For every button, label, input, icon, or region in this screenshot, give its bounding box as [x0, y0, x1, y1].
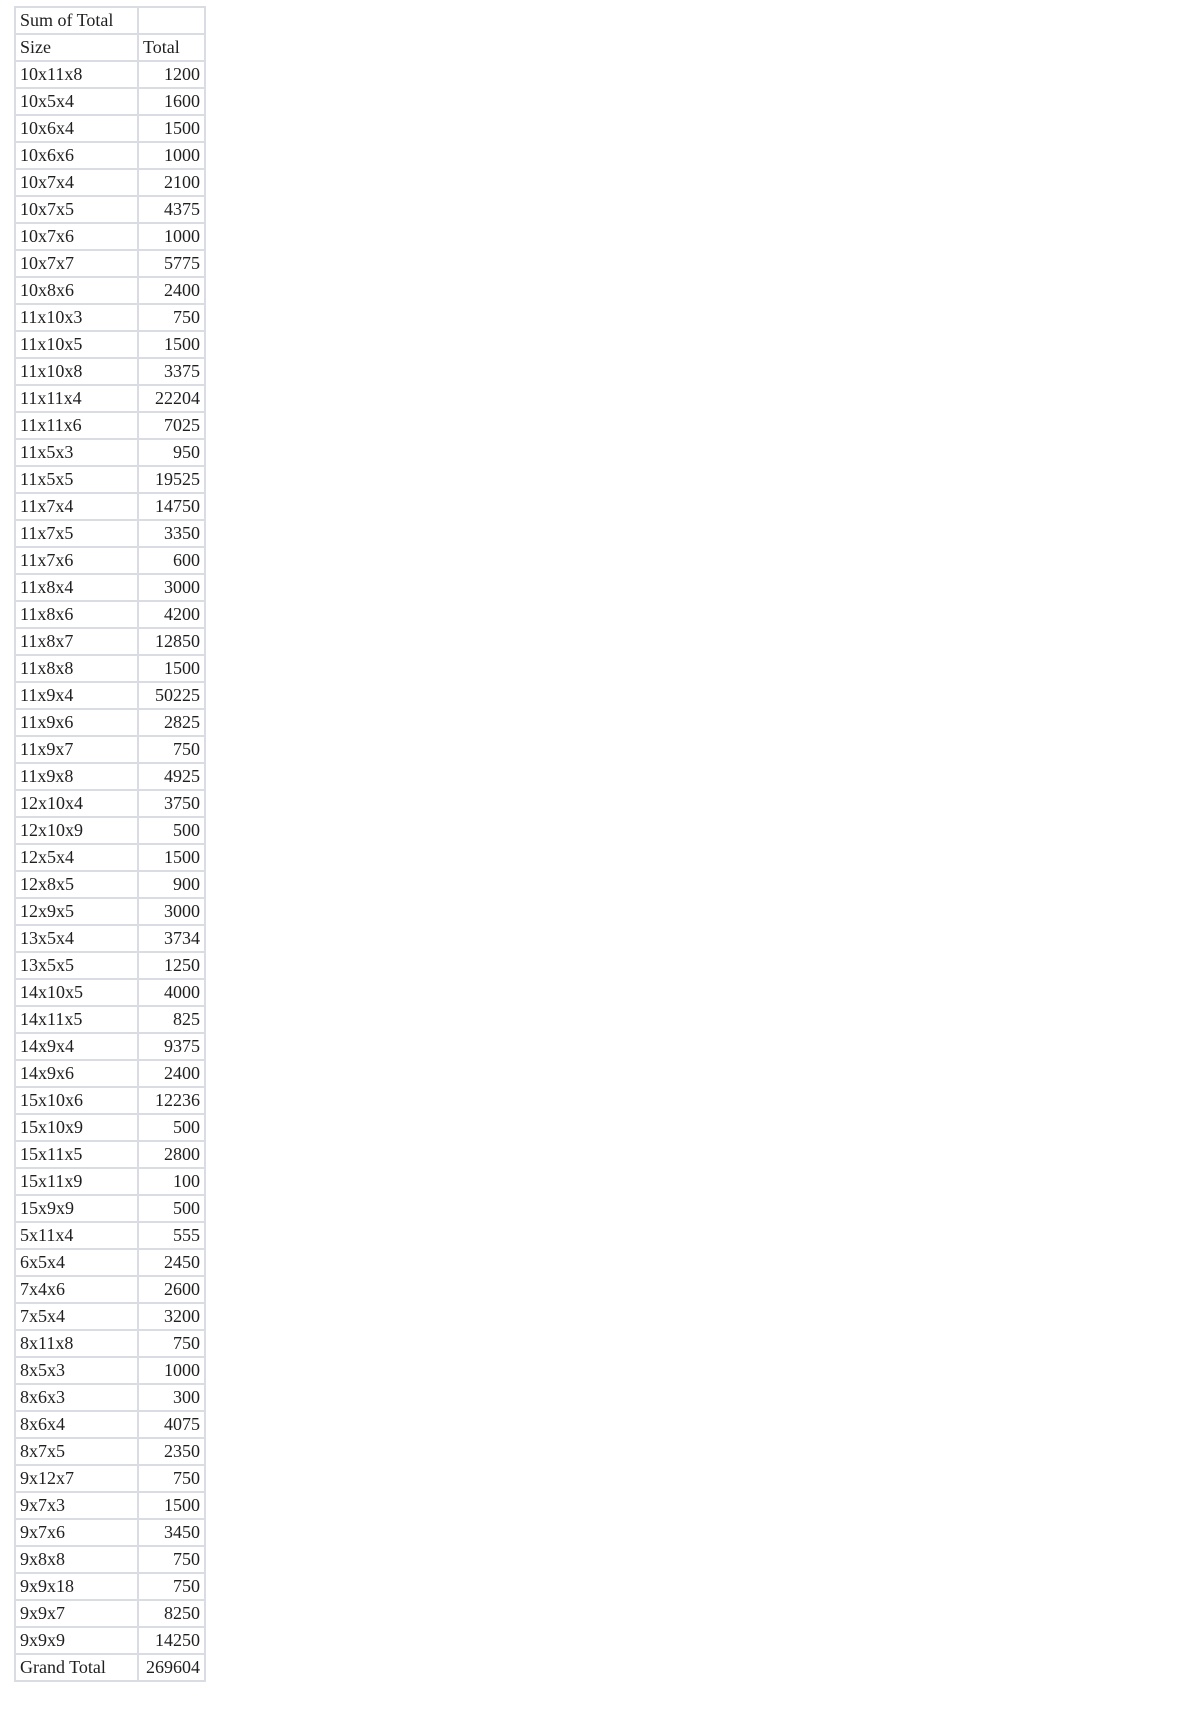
total-cell[interactable]: 1000: [138, 223, 205, 250]
size-cell[interactable]: 11x10x8: [15, 358, 138, 385]
table-row: [15, 196, 205, 223]
row-header-cell[interactable]: Size: [15, 34, 138, 61]
size-cell[interactable]: 9x7x3: [15, 1492, 138, 1519]
size-cell[interactable]: 15x9x9: [15, 1195, 138, 1222]
total-cell[interactable]: 300: [138, 1384, 205, 1411]
table-row: [15, 1546, 205, 1573]
table-row: [15, 1168, 205, 1195]
size-cell[interactable]: 11x7x4: [15, 493, 138, 520]
total-cell[interactable]: 22204: [138, 385, 205, 412]
total-cell[interactable]: 50225: [138, 682, 205, 709]
total-cell[interactable]: 1250: [138, 952, 205, 979]
size-cell[interactable]: 11x11x4: [15, 385, 138, 412]
table-row: [15, 358, 205, 385]
total-cell[interactable]: 750: [138, 1330, 205, 1357]
total-cell[interactable]: 500: [138, 1195, 205, 1222]
size-cell[interactable]: 11x5x3: [15, 439, 138, 466]
total-cell[interactable]: 2400: [138, 277, 205, 304]
table-row: [15, 1114, 205, 1141]
table-row: [15, 601, 205, 628]
total-cell[interactable]: 750: [138, 1573, 205, 1600]
total-cell[interactable]: 900: [138, 871, 205, 898]
table-row: [15, 1519, 205, 1546]
size-cell[interactable]: 14x9x6: [15, 1060, 138, 1087]
size-cell[interactable]: 7x5x4: [15, 1303, 138, 1330]
total-cell[interactable]: 2800: [138, 1141, 205, 1168]
table-row: [15, 439, 205, 466]
total-cell[interactable]: 14750: [138, 493, 205, 520]
table-row: [15, 547, 205, 574]
total-cell[interactable]: 1500: [138, 1492, 205, 1519]
table-row: [15, 1006, 205, 1033]
total-cell[interactable]: 1500: [138, 115, 205, 142]
table-row: [15, 925, 205, 952]
size-cell[interactable]: 10x7x4: [15, 169, 138, 196]
size-cell[interactable]: 11x9x4: [15, 682, 138, 709]
table-row: [15, 169, 205, 196]
size-cell[interactable]: 8x7x5: [15, 1438, 138, 1465]
table-row: [15, 1411, 205, 1438]
size-cell[interactable]: 7x4x6: [15, 1276, 138, 1303]
total-cell[interactable]: 1500: [138, 331, 205, 358]
size-cell[interactable]: 11x7x6: [15, 547, 138, 574]
size-cell[interactable]: 11x8x8: [15, 655, 138, 682]
pivot-table: [14, 6, 206, 1682]
size-cell[interactable]: 11x9x7: [15, 736, 138, 763]
table-row: [15, 790, 205, 817]
table-row: [15, 385, 205, 412]
size-cell[interactable]: 12x10x9: [15, 817, 138, 844]
total-cell[interactable]: 5775: [138, 250, 205, 277]
table-row: [15, 223, 205, 250]
size-cell[interactable]: 5x11x4: [15, 1222, 138, 1249]
total-cell[interactable]: 1600: [138, 88, 205, 115]
table-row: [15, 1627, 205, 1654]
size-cell[interactable]: 12x5x4: [15, 844, 138, 871]
size-cell[interactable]: 11x11x6: [15, 412, 138, 439]
table-row: [15, 1303, 205, 1330]
table-row: [15, 736, 205, 763]
table-row: [15, 1276, 205, 1303]
size-cell[interactable]: 11x9x8: [15, 763, 138, 790]
total-cell[interactable]: 750: [138, 1465, 205, 1492]
size-cell[interactable]: 15x10x6: [15, 1087, 138, 1114]
size-cell[interactable]: 11x10x5: [15, 331, 138, 358]
total-cell[interactable]: 4200: [138, 601, 205, 628]
total-cell[interactable]: 1000: [138, 142, 205, 169]
table-row: [15, 250, 205, 277]
table-row: [15, 331, 205, 358]
size-cell[interactable]: 13x5x5: [15, 952, 138, 979]
table-row: [15, 61, 205, 88]
size-cell[interactable]: 11x7x5: [15, 520, 138, 547]
grand-total-value-cell[interactable]: 269604: [138, 1654, 205, 1681]
table-row: [15, 655, 205, 682]
table-row: [15, 1330, 205, 1357]
size-cell[interactable]: 9x12x7: [15, 1465, 138, 1492]
total-cell[interactable]: 1000: [138, 1357, 205, 1384]
table-row: [15, 412, 205, 439]
total-cell[interactable]: 500: [138, 1114, 205, 1141]
grand-total-label-cell[interactable]: Grand Total: [15, 1654, 138, 1681]
size-cell[interactable]: 14x9x4: [15, 1033, 138, 1060]
size-cell[interactable]: 15x10x9: [15, 1114, 138, 1141]
total-cell[interactable]: 8250: [138, 1600, 205, 1627]
size-cell[interactable]: 14x10x5: [15, 979, 138, 1006]
pivot-title-value-cell[interactable]: [138, 7, 205, 34]
total-cell[interactable]: 2600: [138, 1276, 205, 1303]
total-cell[interactable]: 2400: [138, 1060, 205, 1087]
pivot-table-body: [15, 7, 205, 1681]
size-cell[interactable]: 9x9x18: [15, 1573, 138, 1600]
size-cell[interactable]: 10x7x5: [15, 196, 138, 223]
total-cell[interactable]: 500: [138, 817, 205, 844]
table-row: [15, 709, 205, 736]
table-row: [15, 1141, 205, 1168]
size-cell[interactable]: 15x11x9: [15, 1168, 138, 1195]
table-row: [15, 682, 205, 709]
total-cell[interactable]: 950: [138, 439, 205, 466]
size-cell[interactable]: 10x6x4: [15, 115, 138, 142]
total-cell[interactable]: 3750: [138, 790, 205, 817]
value-header-cell[interactable]: Total: [138, 34, 205, 61]
total-cell[interactable]: 100: [138, 1168, 205, 1195]
size-cell[interactable]: 14x11x5: [15, 1006, 138, 1033]
total-cell[interactable]: 4925: [138, 763, 205, 790]
table-row: [15, 1573, 205, 1600]
table-row: [15, 979, 205, 1006]
size-cell[interactable]: 9x9x7: [15, 1600, 138, 1627]
size-cell[interactable]: 10x7x6: [15, 223, 138, 250]
table-row: [15, 763, 205, 790]
total-cell[interactable]: 2825: [138, 709, 205, 736]
size-cell[interactable]: 6x5x4: [15, 1249, 138, 1276]
table-row: [15, 1087, 205, 1114]
total-cell[interactable]: 3000: [138, 574, 205, 601]
table-row: [15, 952, 205, 979]
pivot-title-row: [15, 7, 205, 34]
size-cell[interactable]: 8x5x3: [15, 1357, 138, 1384]
total-cell[interactable]: 2350: [138, 1438, 205, 1465]
total-cell[interactable]: 3350: [138, 520, 205, 547]
table-row: [15, 115, 205, 142]
total-cell[interactable]: 1500: [138, 844, 205, 871]
grand-total-row: [15, 1654, 205, 1681]
total-cell[interactable]: 9375: [138, 1033, 205, 1060]
size-cell[interactable]: 11x8x4: [15, 574, 138, 601]
table-row: [15, 1060, 205, 1087]
pivot-header-row: [15, 34, 205, 61]
total-cell[interactable]: 555: [138, 1222, 205, 1249]
total-cell[interactable]: 3450: [138, 1519, 205, 1546]
size-cell[interactable]: 12x10x4: [15, 790, 138, 817]
table-row: [15, 1033, 205, 1060]
table-row: [15, 1492, 205, 1519]
table-row: [15, 871, 205, 898]
total-cell[interactable]: 19525: [138, 466, 205, 493]
total-cell[interactable]: 3734: [138, 925, 205, 952]
total-cell[interactable]: 7025: [138, 412, 205, 439]
total-cell[interactable]: 750: [138, 736, 205, 763]
table-row: [15, 898, 205, 925]
total-cell[interactable]: 4000: [138, 979, 205, 1006]
total-cell[interactable]: 12850: [138, 628, 205, 655]
table-row: [15, 1600, 205, 1627]
table-row: [15, 1357, 205, 1384]
table-row: [15, 520, 205, 547]
table-row: [15, 277, 205, 304]
size-cell[interactable]: 11x9x6: [15, 709, 138, 736]
total-cell[interactable]: 750: [138, 304, 205, 331]
total-cell[interactable]: 825: [138, 1006, 205, 1033]
size-cell[interactable]: 10x5x4: [15, 88, 138, 115]
size-cell[interactable]: 11x5x5: [15, 466, 138, 493]
table-row: [15, 1384, 205, 1411]
total-cell[interactable]: 14250: [138, 1627, 205, 1654]
total-cell[interactable]: 750: [138, 1546, 205, 1573]
size-cell[interactable]: 11x8x6: [15, 601, 138, 628]
size-cell[interactable]: 9x8x8: [15, 1546, 138, 1573]
table-row: [15, 1249, 205, 1276]
table-row: [15, 1465, 205, 1492]
total-cell[interactable]: 600: [138, 547, 205, 574]
size-cell[interactable]: 10x6x6: [15, 142, 138, 169]
total-cell[interactable]: 2100: [138, 169, 205, 196]
total-cell[interactable]: 4375: [138, 196, 205, 223]
table-row: [15, 628, 205, 655]
size-cell[interactable]: 12x8x5: [15, 871, 138, 898]
table-row: [15, 88, 205, 115]
size-cell[interactable]: 10x11x8: [15, 61, 138, 88]
size-cell[interactable]: 11x10x3: [15, 304, 138, 331]
total-cell[interactable]: 1200: [138, 61, 205, 88]
size-cell[interactable]: 9x7x6: [15, 1519, 138, 1546]
size-cell[interactable]: 10x8x6: [15, 277, 138, 304]
table-row: [15, 1438, 205, 1465]
size-cell[interactable]: 8x6x4: [15, 1411, 138, 1438]
table-row: [15, 493, 205, 520]
total-cell[interactable]: 1500: [138, 655, 205, 682]
size-cell[interactable]: 8x6x3: [15, 1384, 138, 1411]
total-cell[interactable]: 3200: [138, 1303, 205, 1330]
size-cell[interactable]: 9x9x9: [15, 1627, 138, 1654]
total-cell[interactable]: 2450: [138, 1249, 205, 1276]
total-cell[interactable]: 3375: [138, 358, 205, 385]
size-cell[interactable]: 12x9x5: [15, 898, 138, 925]
size-cell[interactable]: 8x11x8: [15, 1330, 138, 1357]
size-cell[interactable]: 13x5x4: [15, 925, 138, 952]
table-row: [15, 466, 205, 493]
total-cell[interactable]: 4075: [138, 1411, 205, 1438]
table-row: [15, 844, 205, 871]
table-row: [15, 142, 205, 169]
table-row: [15, 817, 205, 844]
table-row: [15, 574, 205, 601]
table-row: [15, 304, 205, 331]
table-row: [15, 1195, 205, 1222]
total-cell[interactable]: 12236: [138, 1087, 205, 1114]
table-row: [15, 1222, 205, 1249]
size-cell[interactable]: 15x11x5: [15, 1141, 138, 1168]
total-cell[interactable]: 3000: [138, 898, 205, 925]
pivot-title-cell[interactable]: Sum of Total: [15, 7, 138, 34]
size-cell[interactable]: 11x8x7: [15, 628, 138, 655]
size-cell[interactable]: 10x7x7: [15, 250, 138, 277]
